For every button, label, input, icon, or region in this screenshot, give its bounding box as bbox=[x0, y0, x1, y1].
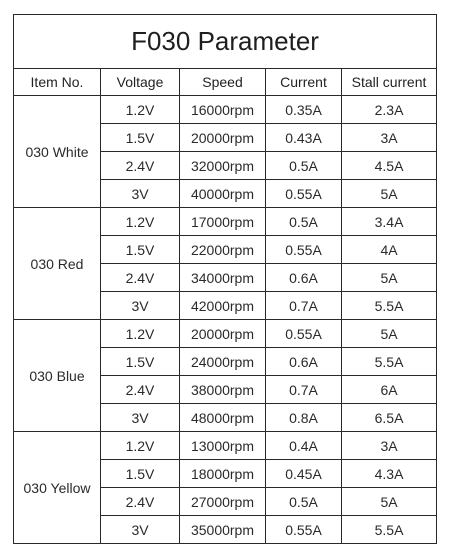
speed-cell: 40000rpm bbox=[180, 180, 266, 208]
table-title: F030 Parameter bbox=[14, 15, 437, 69]
current-cell: 0.55A bbox=[266, 516, 342, 544]
table-row bbox=[14, 320, 437, 348]
current-cell: 0.5A bbox=[266, 488, 342, 516]
current-cell: 0.5A bbox=[266, 208, 342, 236]
speed-cell: 24000rpm bbox=[180, 348, 266, 376]
voltage-cell: 2.4V bbox=[101, 152, 180, 180]
voltage-cell: 3V bbox=[101, 292, 180, 320]
voltage-cell: 2.4V bbox=[101, 264, 180, 292]
speed-cell: 35000rpm bbox=[180, 516, 266, 544]
stall-current-cell: 5A bbox=[342, 488, 437, 516]
stall-current-cell: 6.5A bbox=[342, 404, 437, 432]
stall-current-cell: 5A bbox=[342, 320, 437, 348]
current-cell: 0.6A bbox=[266, 264, 342, 292]
voltage-cell: 1.5V bbox=[101, 460, 180, 488]
item-no-cell: 030 White bbox=[14, 96, 101, 208]
item-no-cell: 030 Blue bbox=[14, 320, 101, 432]
voltage-cell: 1.5V bbox=[101, 236, 180, 264]
speed-cell: 16000rpm bbox=[180, 96, 266, 124]
current-cell: 0.35A bbox=[266, 96, 342, 124]
speed-cell: 17000rpm bbox=[180, 208, 266, 236]
header-row bbox=[14, 69, 437, 96]
current-cell: 0.6A bbox=[266, 348, 342, 376]
speed-cell: 32000rpm bbox=[180, 152, 266, 180]
voltage-cell: 3V bbox=[101, 404, 180, 432]
stall-current-cell: 5A bbox=[342, 264, 437, 292]
voltage-cell: 1.2V bbox=[101, 432, 180, 460]
speed-cell: 34000rpm bbox=[180, 264, 266, 292]
stall-current-cell: 4A bbox=[342, 236, 437, 264]
header-stall-current: Stall current bbox=[342, 69, 437, 96]
voltage-cell: 1.2V bbox=[101, 208, 180, 236]
stall-current-cell: 5.5A bbox=[342, 348, 437, 376]
stall-current-cell: 4.3A bbox=[342, 460, 437, 488]
stall-current-cell: 2.3A bbox=[342, 96, 437, 124]
current-cell: 0.7A bbox=[266, 376, 342, 404]
voltage-cell: 2.4V bbox=[101, 488, 180, 516]
voltage-cell: 2.4V bbox=[101, 376, 180, 404]
voltage-cell: 1.5V bbox=[101, 124, 180, 152]
header-item-no: Item No. bbox=[14, 69, 101, 96]
current-cell: 0.4A bbox=[266, 432, 342, 460]
table-row bbox=[14, 208, 437, 236]
current-cell: 0.55A bbox=[266, 180, 342, 208]
stall-current-cell: 5.5A bbox=[342, 292, 437, 320]
current-cell: 0.5A bbox=[266, 152, 342, 180]
speed-cell: 20000rpm bbox=[180, 124, 266, 152]
table-row bbox=[14, 96, 437, 124]
speed-cell: 42000rpm bbox=[180, 292, 266, 320]
item-no-cell: 030 Red bbox=[14, 208, 101, 320]
speed-cell: 38000rpm bbox=[180, 376, 266, 404]
stall-current-cell: 3A bbox=[342, 432, 437, 460]
stall-current-cell: 6A bbox=[342, 376, 437, 404]
current-cell: 0.43A bbox=[266, 124, 342, 152]
speed-cell: 27000rpm bbox=[180, 488, 266, 516]
voltage-cell: 3V bbox=[101, 180, 180, 208]
voltage-cell: 1.5V bbox=[101, 348, 180, 376]
speed-cell: 20000rpm bbox=[180, 320, 266, 348]
current-cell: 0.8A bbox=[266, 404, 342, 432]
speed-cell: 22000rpm bbox=[180, 236, 266, 264]
stall-current-cell: 3.4A bbox=[342, 208, 437, 236]
speed-cell: 13000rpm bbox=[180, 432, 266, 460]
speed-cell: 18000rpm bbox=[180, 460, 266, 488]
voltage-cell: 1.2V bbox=[101, 320, 180, 348]
stall-current-cell: 5A bbox=[342, 180, 437, 208]
header-speed: Speed bbox=[180, 69, 266, 96]
stall-current-cell: 5.5A bbox=[342, 516, 437, 544]
table-row bbox=[14, 432, 437, 460]
header-current: Current bbox=[266, 69, 342, 96]
parameter-sheet bbox=[13, 14, 436, 540]
item-no-cell: 030 Yellow bbox=[14, 432, 101, 544]
current-cell: 0.55A bbox=[266, 320, 342, 348]
header-voltage: Voltage bbox=[101, 69, 180, 96]
current-cell: 0.45A bbox=[266, 460, 342, 488]
parameter-table bbox=[13, 14, 437, 544]
voltage-cell: 1.2V bbox=[101, 96, 180, 124]
voltage-cell: 3V bbox=[101, 516, 180, 544]
stall-current-cell: 3A bbox=[342, 124, 437, 152]
current-cell: 0.55A bbox=[266, 236, 342, 264]
current-cell: 0.7A bbox=[266, 292, 342, 320]
stall-current-cell: 4.5A bbox=[342, 152, 437, 180]
title-row bbox=[14, 15, 437, 69]
speed-cell: 48000rpm bbox=[180, 404, 266, 432]
